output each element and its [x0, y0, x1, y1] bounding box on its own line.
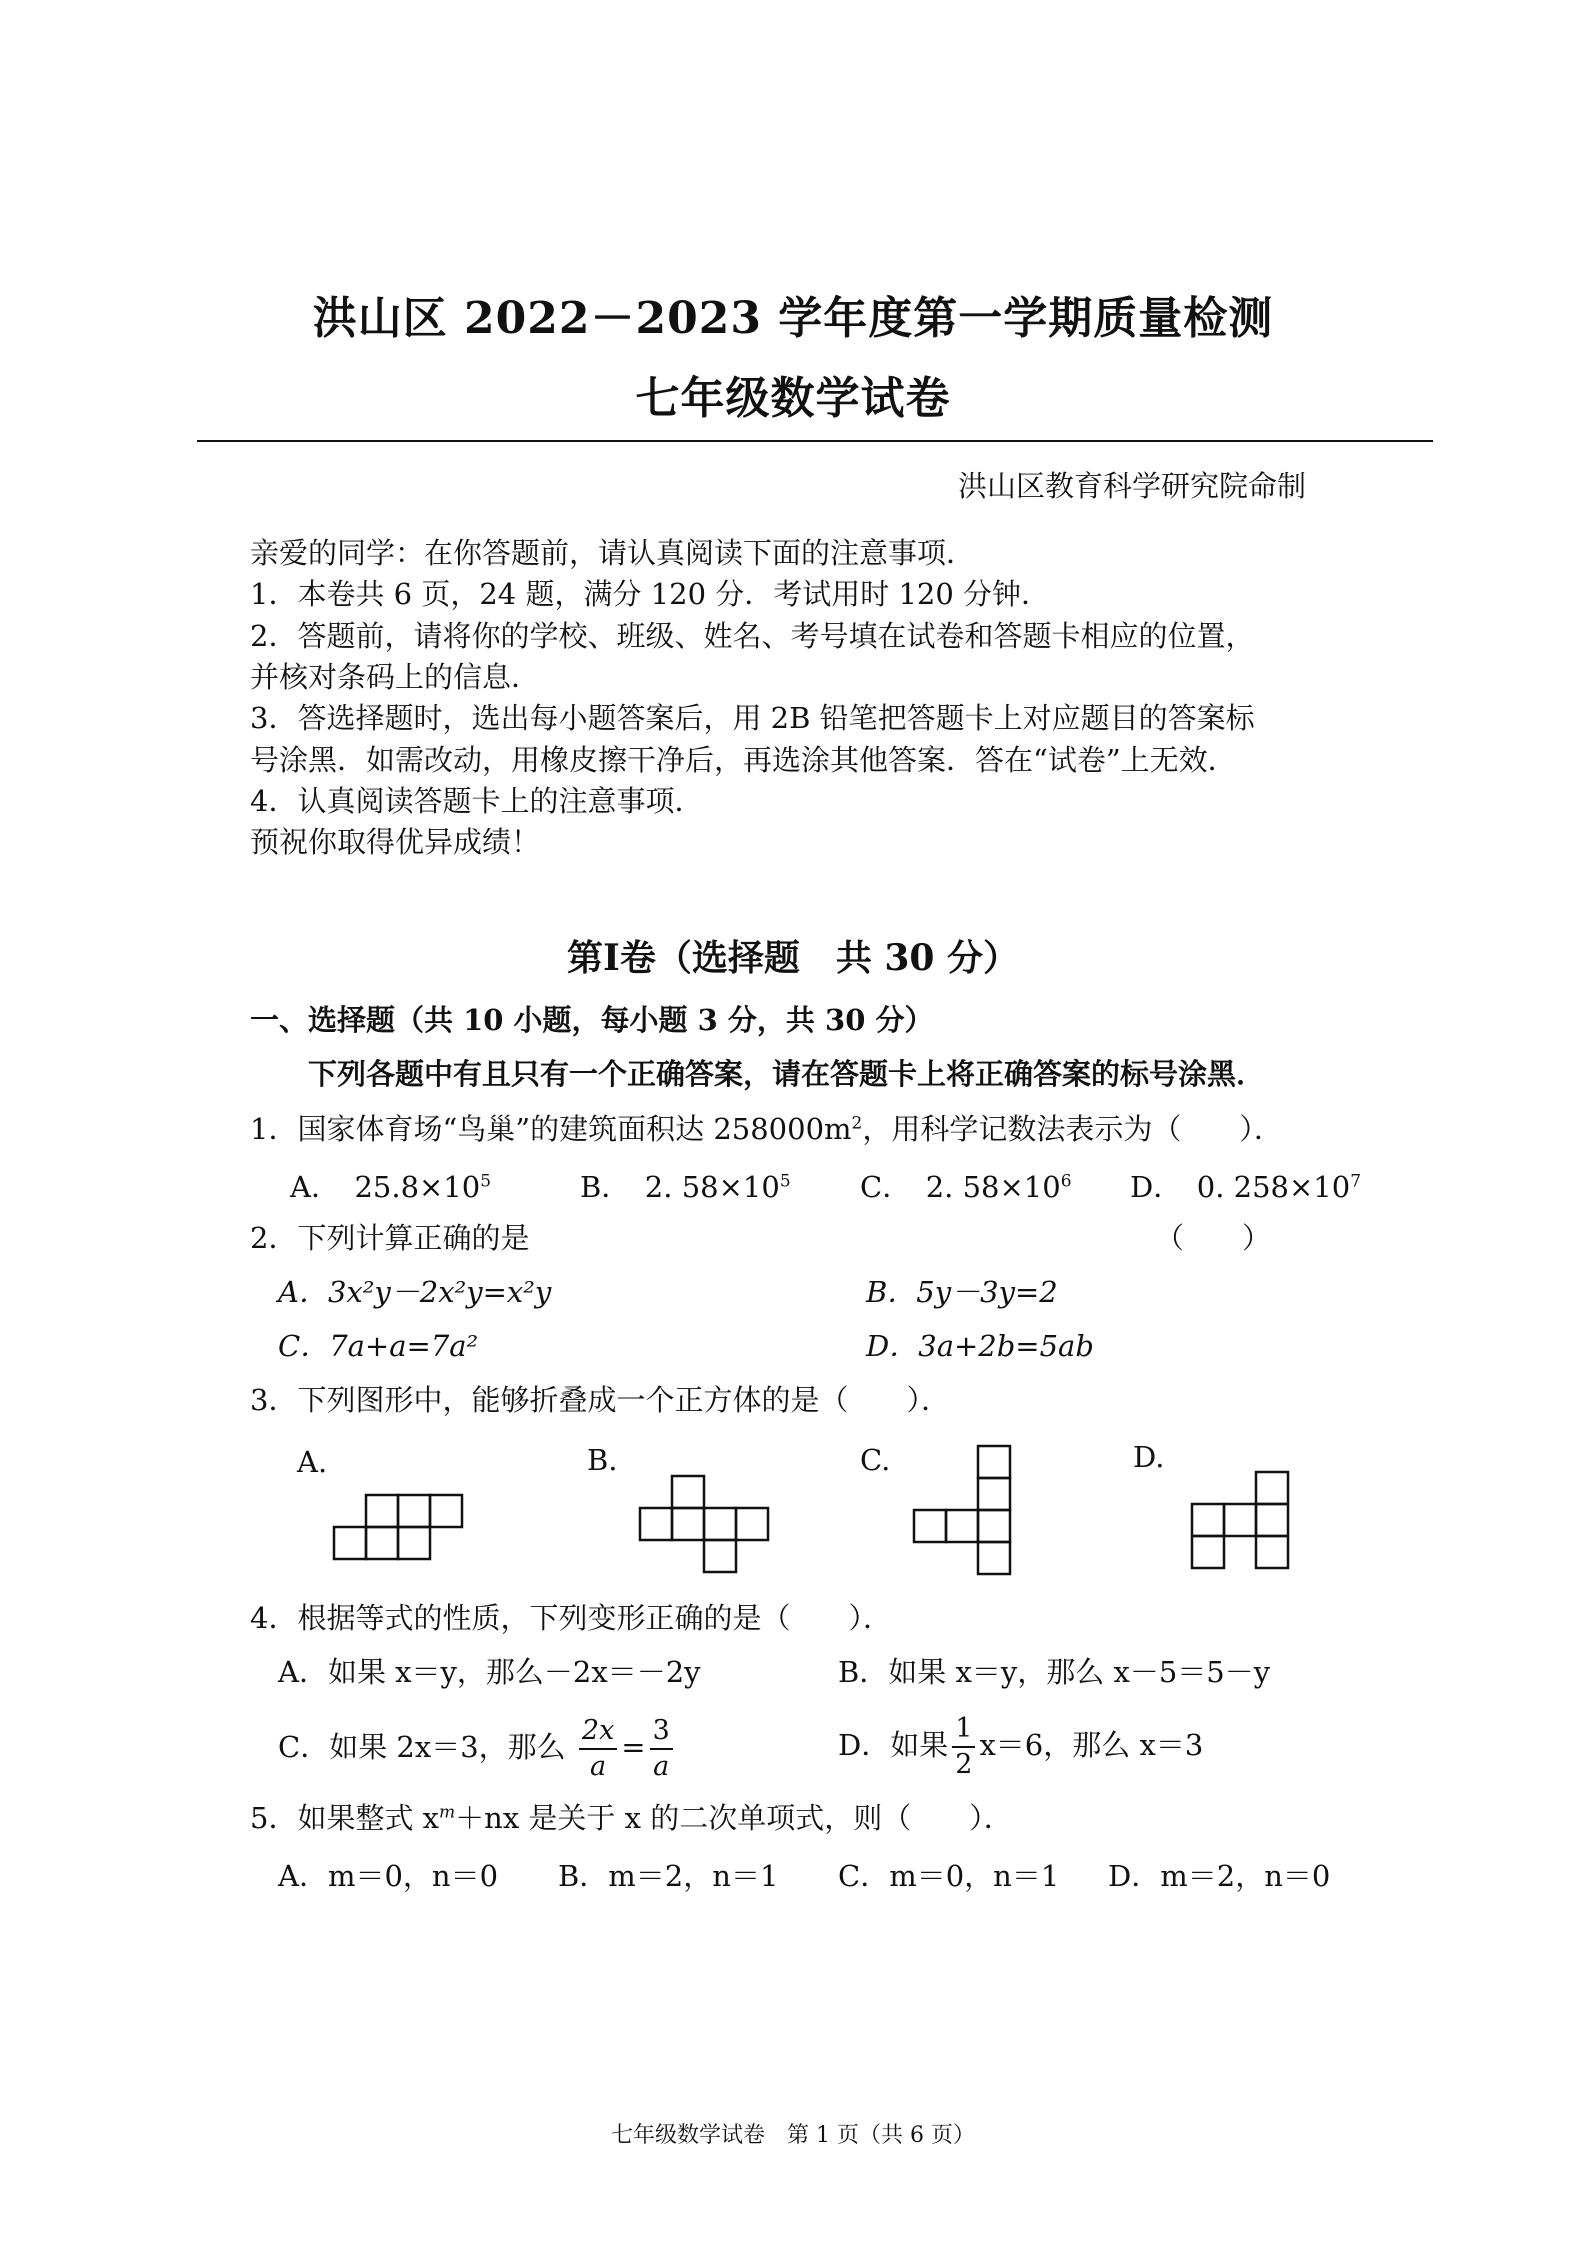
exam-subtitle: 七年级数学试卷 [635, 373, 951, 424]
page-footer: 七年级数学试卷 第 1 页（共 6 页） [611, 2123, 975, 2148]
q3-option-d-label: D. [1133, 1440, 1165, 1474]
part-instruction: 下列各题中有且只有一个正确答案，请在答题卡上将正确答案的标号涂黑． [308, 1057, 1266, 1091]
q2-option-a: A．3x²y－2x²y=x²y [278, 1275, 552, 1309]
question-5-stem: 5．如果整式 $x^m+nx$ 是关于 x 的二次单项式，则（ ）． [250, 1801, 1013, 1835]
notice-item-2: 2．答题前，请将你的学校、班级、姓名、考号填在试卷和答题卡相应的位置， [250, 619, 1255, 653]
fraction-2x-over-a: $\frac{2x}{a}$ [579, 1714, 617, 1784]
cube-net-c [914, 1444, 1014, 1574]
title-divider [197, 440, 1433, 442]
q1-option-b: B． 2. $58\times 10^5$ [580, 1170, 791, 1204]
cube-net-b [640, 1474, 770, 1574]
question-4-stem: 4．根据等式的性质，下列变形正确的是（ ）． [250, 1601, 892, 1635]
q3-option-b-label: B. [587, 1443, 618, 1477]
q5-option-d: D．m＝2，n＝0 [1108, 1859, 1331, 1893]
q5-option-c: C．m＝0，n＝1 [838, 1859, 1060, 1893]
q2-option-c: C．7a+a=7a² [278, 1329, 479, 1363]
question-2-answer-paren: （ ） [1155, 1221, 1272, 1255]
q4-option-a: A．如果 x＝y，那么－2x＝－2y [278, 1655, 701, 1689]
q1-option-a: A． $25.8\times 10^5$ [290, 1170, 492, 1204]
q4-option-c: C．如果 2x＝3，那么 $\frac{2x}{a}$ = $\frac{3}{a}$ [278, 1707, 677, 1787]
q3-option-c-label: C. [860, 1443, 891, 1477]
exam-title: 洪山区 2022－2023 学年度第一学期质量检测 [312, 293, 1274, 344]
q1-option-c: C． 2. $58\times 10^6$ [860, 1170, 1072, 1204]
notice-wish: 预祝你取得优异成绩！ [250, 825, 541, 859]
cube-net-d [1192, 1470, 1292, 1570]
fraction-1-over-2: $\frac{1}{2}$ [952, 1712, 975, 1782]
fraction-3-over-a: $\frac{3}{a}$ [650, 1714, 673, 1784]
notice-item-1: 1．本卷共 6 页，24 题，满分 120 分．考试用时 120 分钟． [250, 577, 1051, 611]
issuer: 洪山区教育科学研究院命制 [958, 469, 1307, 503]
q3-option-a-label: A. [297, 1445, 328, 1479]
q2-option-d: D．3a+2b=5ab [866, 1329, 1094, 1363]
q2-option-b: B．5y－3y=2 [866, 1275, 1058, 1309]
notice-intro: 亲爱的同学：在你答题前，请认真阅读下面的注意事项． [250, 536, 976, 570]
question-2-stem: 2．下列计算正确的是 [250, 1221, 530, 1255]
notice-item-2-cont: 并核对条码上的信息． [250, 660, 541, 694]
q5-option-a: A．m＝0，n＝0 [278, 1859, 499, 1893]
cube-net-a [334, 1493, 464, 1563]
q4-option-b: B．如果 x＝y，那么 x－5＝5－y [838, 1655, 1271, 1689]
q1-option-d: D． 0. $258\times 10^7$ [1130, 1170, 1362, 1204]
notice-item-4: 4．认真阅读答题卡上的注意事项． [250, 784, 704, 818]
part-heading: 一、选择题（共 10 小题，每小题 3 分，共 30 分） [250, 1003, 934, 1037]
question-1-stem: 1．国家体育场“鸟巢”的建筑面积达 $258000m^2$，用科学记数法表示为（ ）． [250, 1112, 1283, 1146]
question-3-stem: 3．下列图形中，能够折叠成一个正方体的是（ ）． [250, 1383, 950, 1417]
notice-item-3-cont: 号涂黑．如需改动，用橡皮擦干净后，再选涂其他答案．答在“试卷”上无效． [250, 743, 1237, 777]
q4-option-d: D．如果 $\frac{1}{2}$ x＝6，那么 x＝3 [838, 1713, 1204, 1780]
section-title: 第Ⅰ卷（选择题 共 30 分） [566, 937, 1019, 979]
q5-option-b: B．m＝2，n＝1 [558, 1859, 779, 1893]
notice-item-3: 3．答选择题时，选出每小题答案后，用 2B 铅笔把答题卡上对应题目的答案标 [250, 701, 1255, 735]
